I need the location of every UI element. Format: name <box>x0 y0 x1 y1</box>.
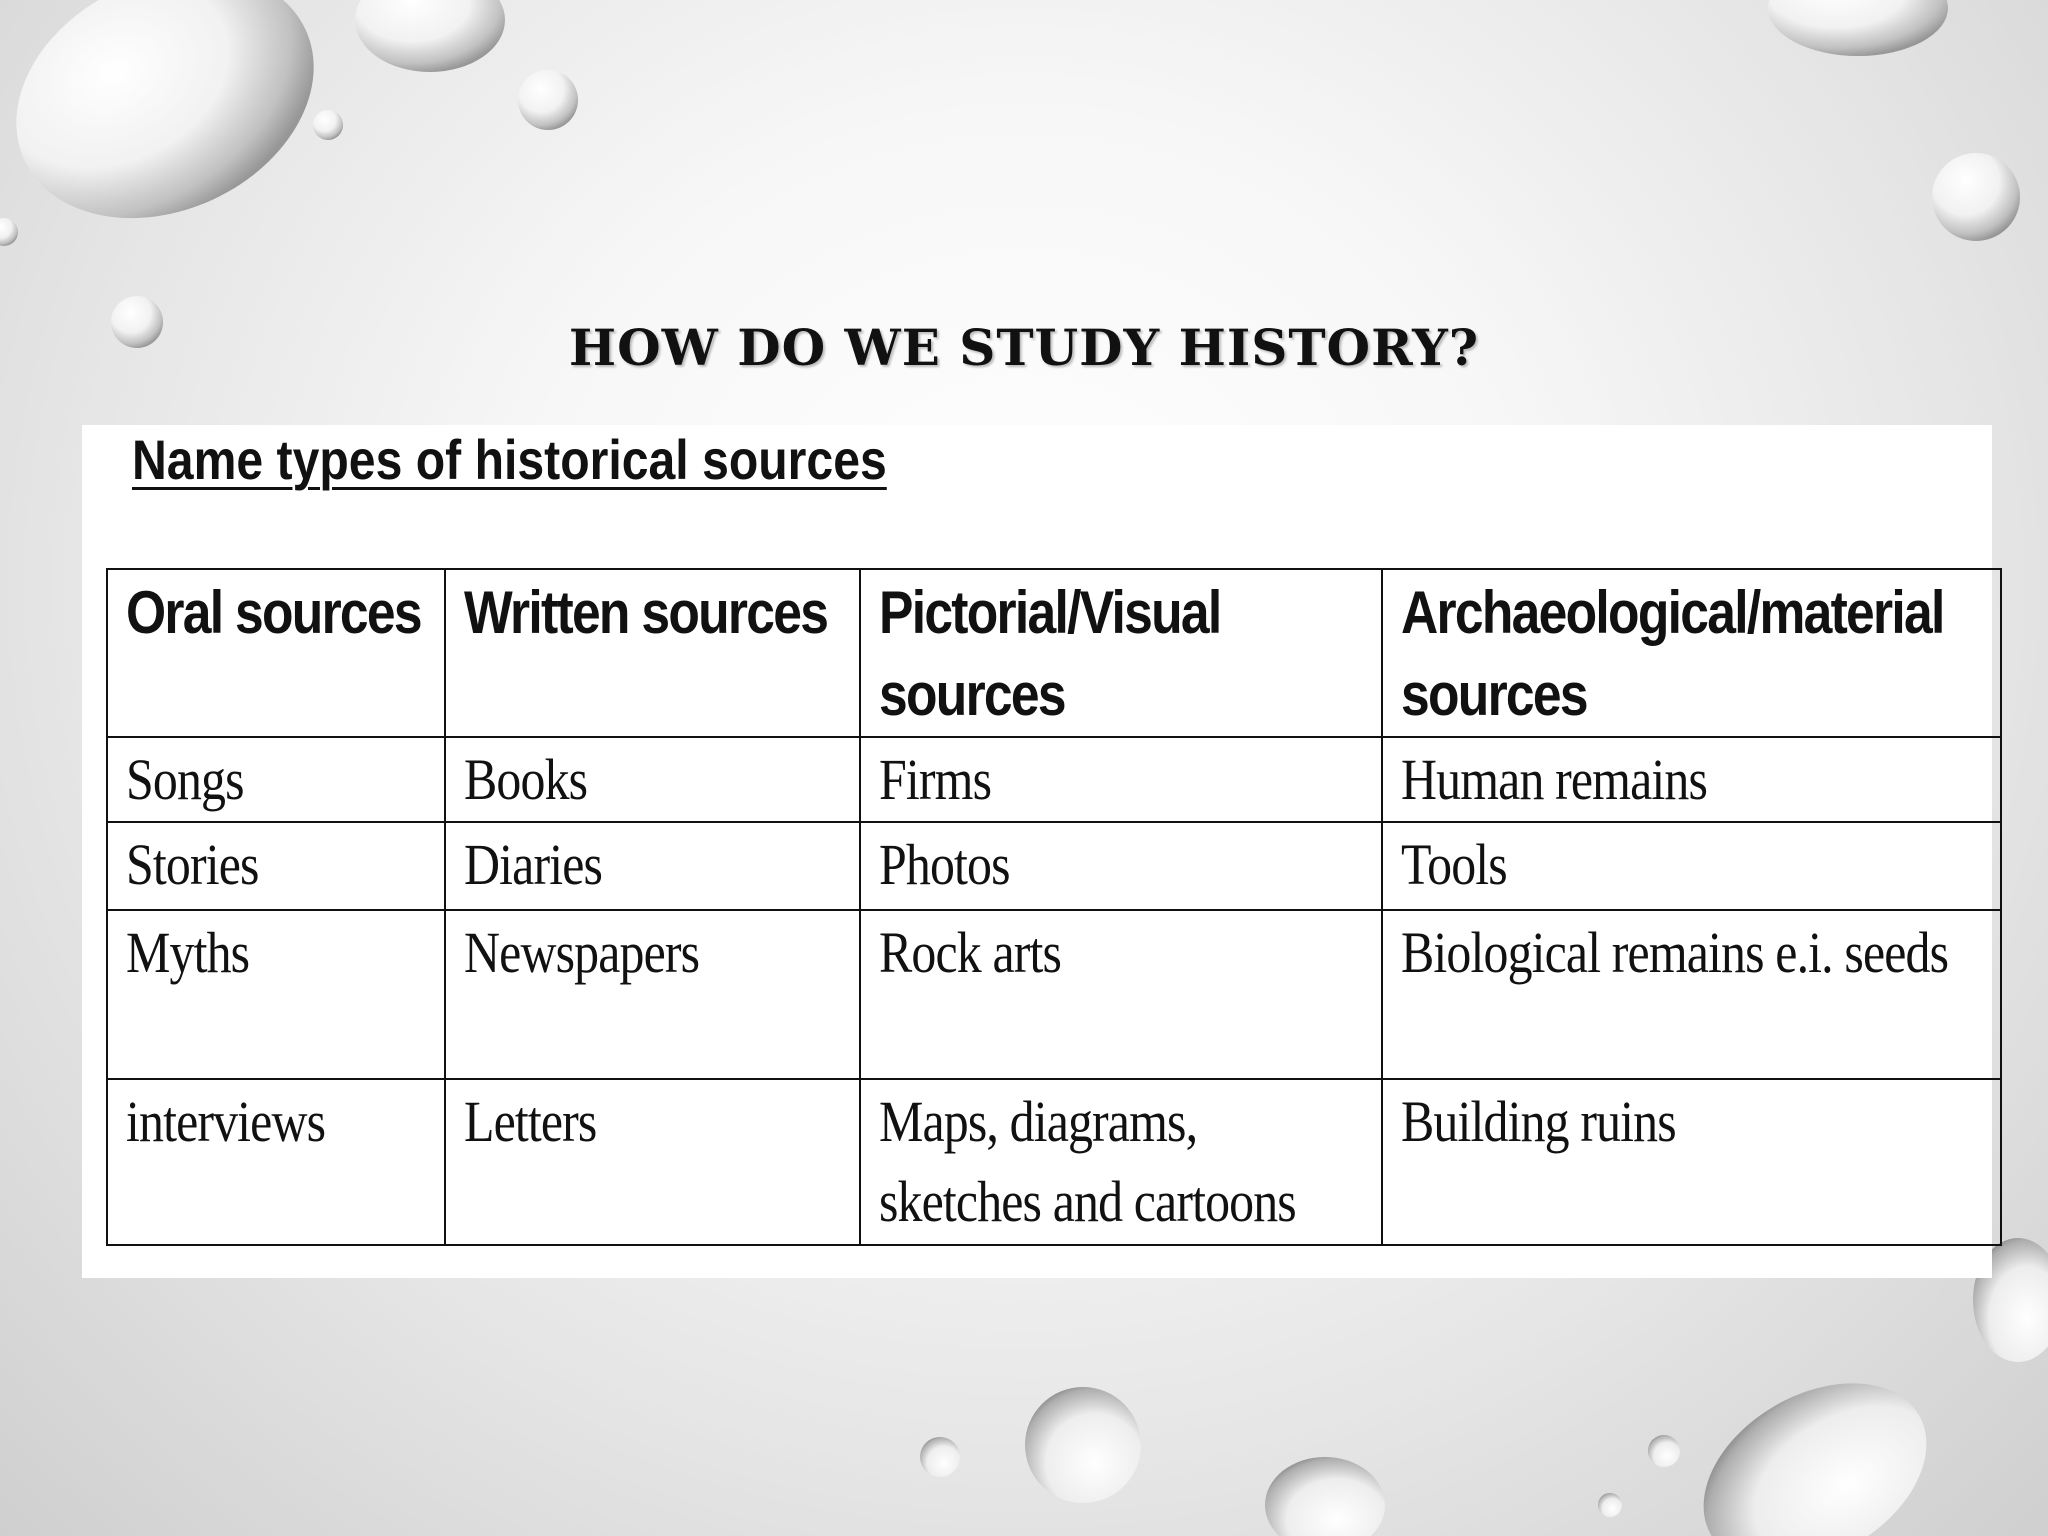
droplet-shape <box>1768 0 1948 56</box>
header-written-sources: Written sources <box>445 569 860 737</box>
table-cell: Stories <box>107 822 445 910</box>
historical-sources-table <box>106 568 2002 1246</box>
table-row <box>107 822 2001 910</box>
table-cell: Myths <box>107 910 445 1079</box>
header-oral-sources: Oral sources <box>107 569 445 737</box>
table-cell: Human remains <box>1382 737 2001 822</box>
table-row <box>107 910 2001 1079</box>
table-cell: Rock arts <box>860 910 1382 1079</box>
table-cell: Building ruins <box>1382 1079 2001 1245</box>
table-cell: Maps, diagrams, sketches and cartoons <box>860 1079 1382 1245</box>
droplet-shape <box>518 70 578 130</box>
content-panel <box>82 425 1992 1278</box>
droplet-shape <box>313 110 343 140</box>
table-cell: interviews <box>107 1079 445 1245</box>
table-row <box>107 1079 2001 1245</box>
table-cell: Newspapers <box>445 910 860 1079</box>
header-pictorial-sources: Pictorial/Visual sources <box>860 569 1382 737</box>
table-cell: Songs <box>107 737 445 822</box>
table-row <box>107 737 2001 822</box>
table-subtitle: Name types of historical sources <box>132 428 887 491</box>
table-cell: Tools <box>1382 822 2001 910</box>
droplet-shape <box>1598 1493 1622 1517</box>
table-header-row <box>107 569 2001 737</box>
table-cell: Books <box>445 737 860 822</box>
header-archaeological-sources: Archaeological/material sources <box>1382 569 2001 737</box>
droplet-shape <box>1025 1387 1141 1503</box>
droplet-shape <box>1932 153 2020 241</box>
table-cell: Biological remains e.i. seeds <box>1382 910 2001 1079</box>
droplet-shape <box>1648 1435 1680 1467</box>
droplet-shape <box>920 1437 960 1477</box>
droplet-shape <box>1265 1457 1385 1536</box>
slide-title: HOW DO WE STUDY HISTORY? <box>568 318 1480 377</box>
droplet-shape <box>0 0 354 265</box>
droplet-shape <box>0 218 18 246</box>
droplet-shape <box>355 0 505 72</box>
table-cell: Firms <box>860 737 1382 822</box>
table-cell: Diaries <box>445 822 860 910</box>
table-cell: Letters <box>445 1079 860 1245</box>
table-cell: Photos <box>860 822 1382 910</box>
droplet-shape <box>1671 1346 1959 1536</box>
